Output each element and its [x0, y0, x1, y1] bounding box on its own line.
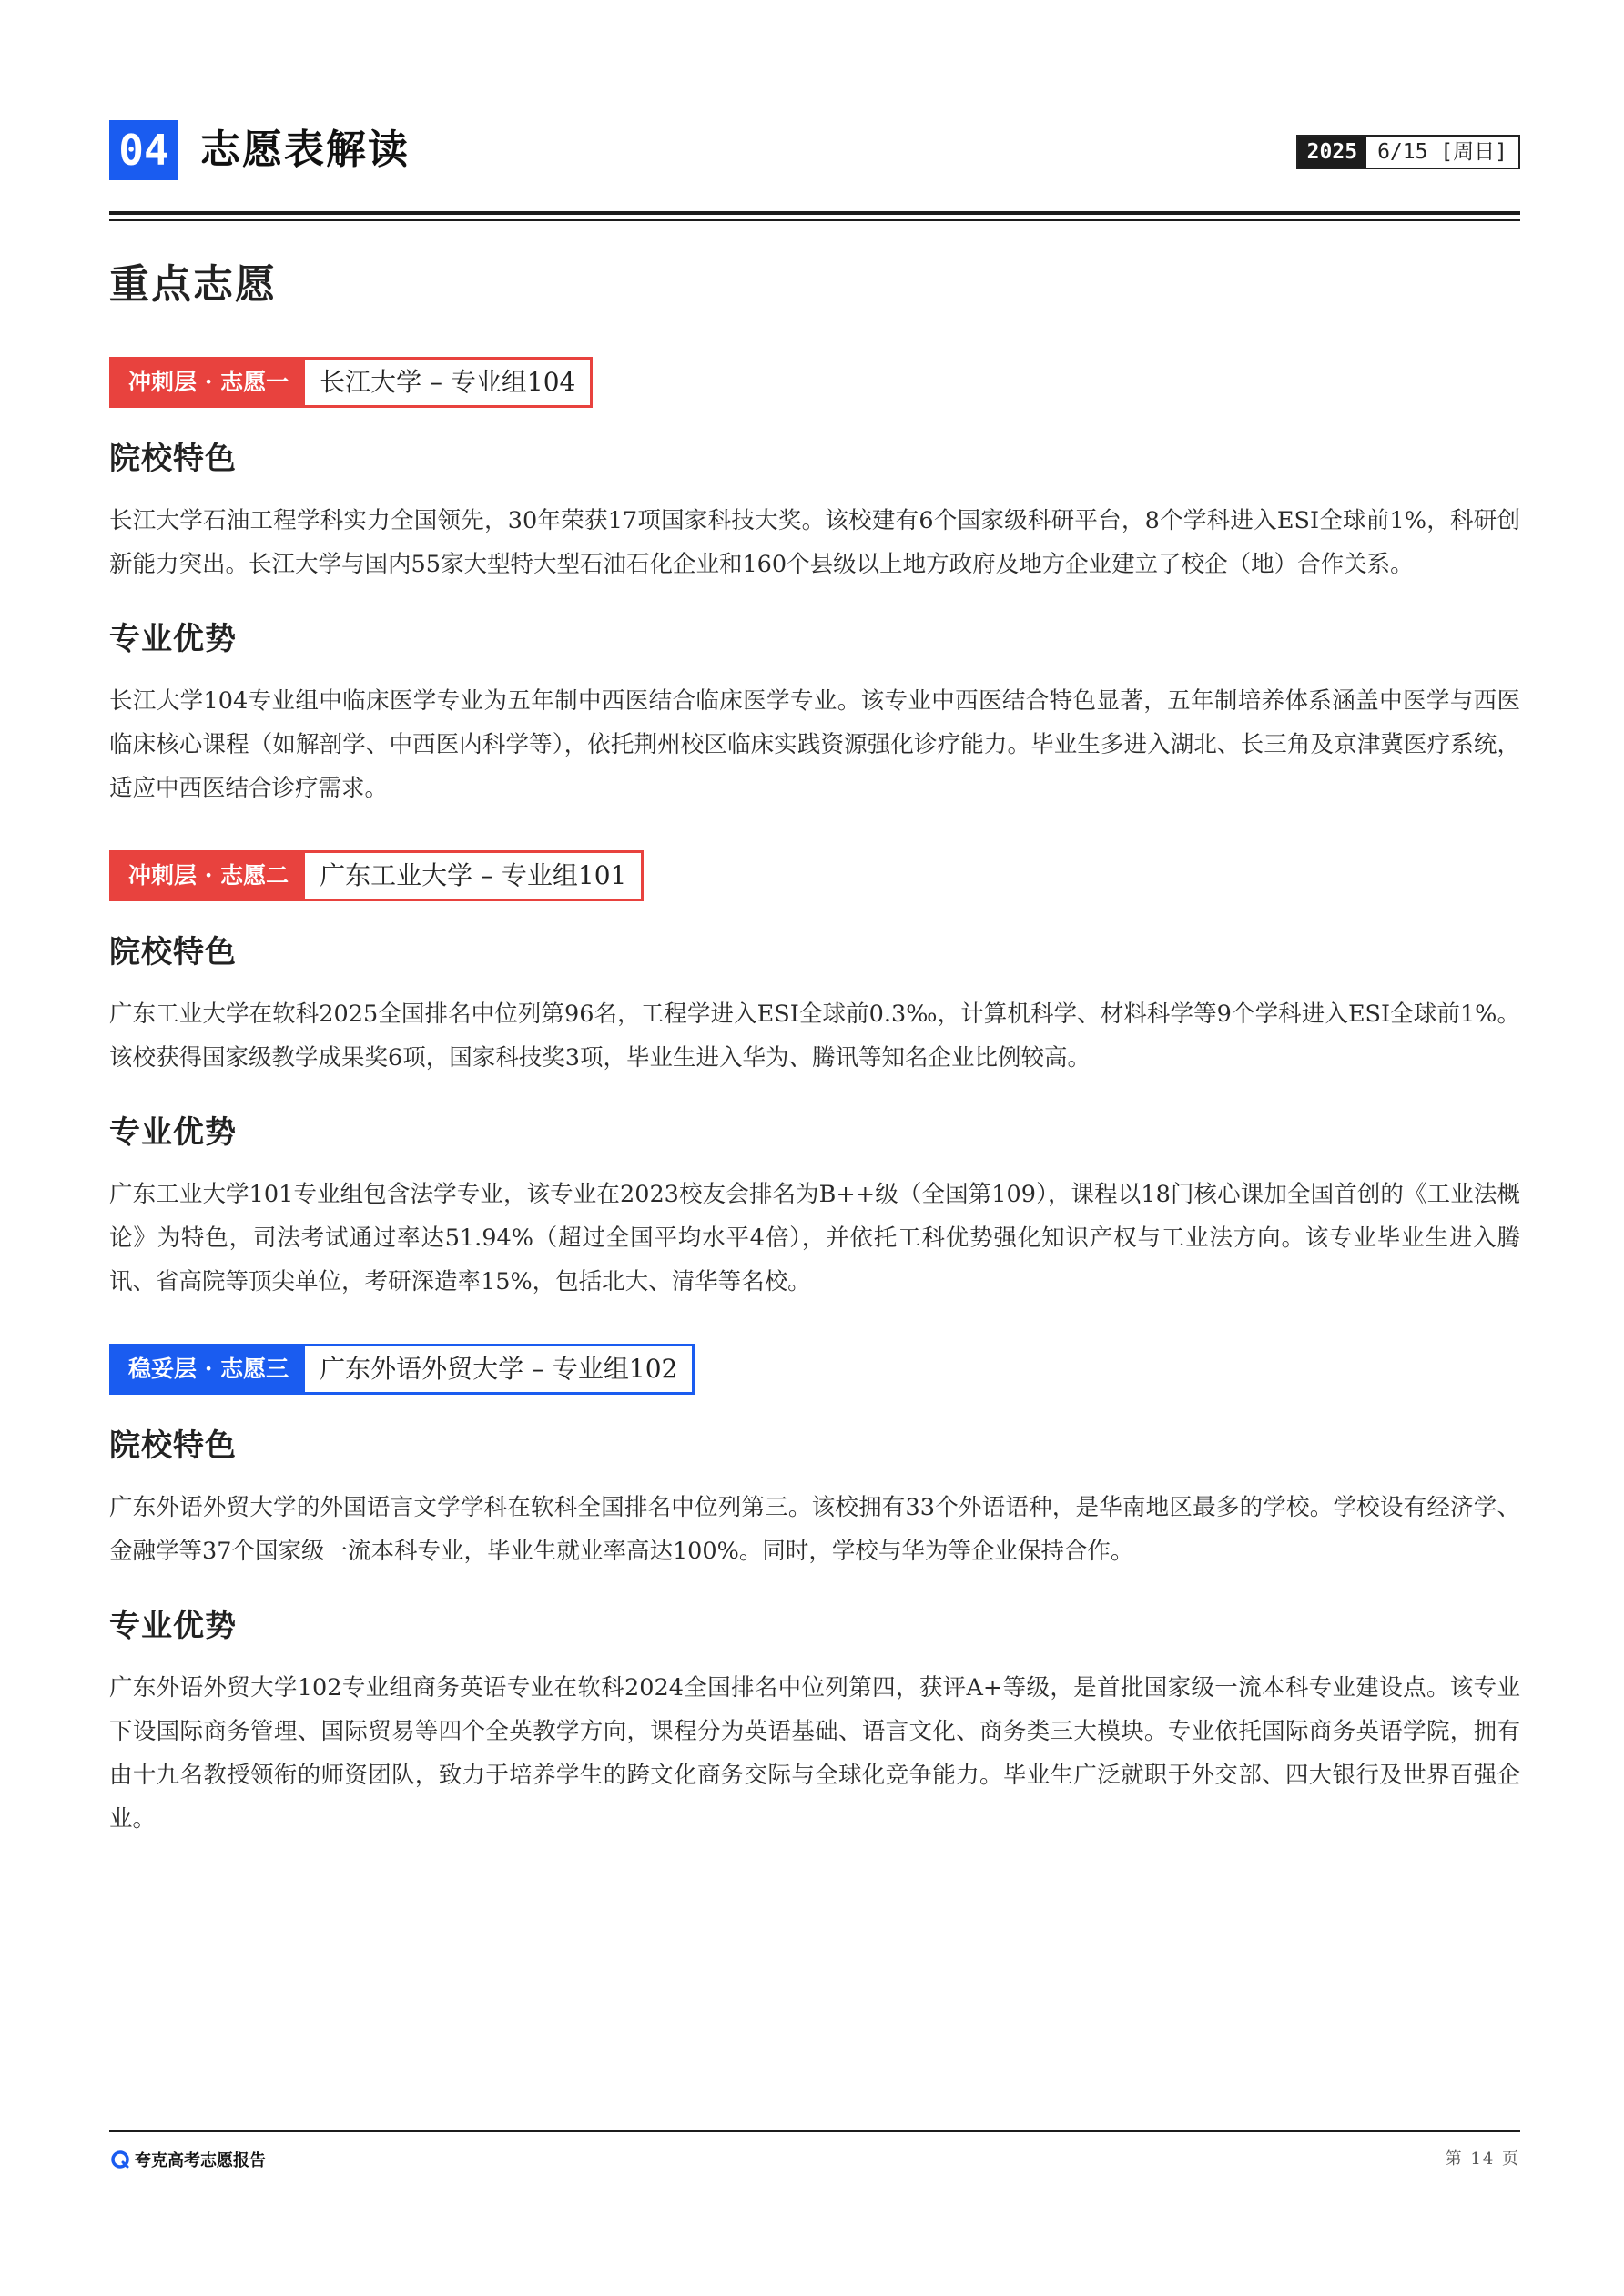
header-divider-thick [109, 211, 1520, 215]
choice-tag [109, 850, 644, 901]
major-advantage-text: 长江大学104专业组中临床医学专业为五年制中西医结合临床医学专业。该专业中西医结合特色显著，五年制培养体系涵盖中医学与西医临床核心课程（如解剖学、中西医内科学等），依托荆州校区临床实践资源强化诊疗能力。毕业生多进入湖北、长三角及京津冀医疗系统，适应中西医结合诊疗需求。 [109, 687, 1520, 802]
main-content [109, 253, 1520, 1841]
page-number: 第 14 页 [1445, 2149, 1520, 2169]
school-feature-heading: 院校特色 [109, 1427, 237, 1464]
major-advantage-text: 广东工业大学101专业组包含法学专业，该专业在2023校友会排名为B++级（全国第109），课程以18门核心课加全国首创的《工业法概论》为特色，司法考试通过率达51.94%（超过全国平均水平4倍），并依托工科优势强化知识产权与工业法方向。该专业毕业生进入腾讯、省高院等顶尖单位，考研深造率15%，包括北大、清华等名校。 [109, 1181, 1520, 1295]
major-advantage-heading: 专业优势 [109, 621, 237, 657]
choice-tag [109, 357, 593, 408]
footer-brand [111, 2147, 266, 2172]
choice-level-label: 稳妥层 · 志愿三 [112, 1346, 305, 1392]
school-feature-heading: 院校特色 [109, 934, 237, 970]
choice-school-label: 长江大学 – 专业组104 [305, 360, 590, 405]
school-feature-text: 广东外语外贸大学的外国语言文学学科在软科全国排名中位列第三。该校拥有33个外语语种，是华南地区最多的学校。学校设有经济学、金融学等37个国家级一流本科专业，毕业生就业率高达100%。同时，学校与华为等企业保持合作。 [109, 1494, 1520, 1565]
choice-block-1 [109, 317, 1520, 810]
choice-school-label: 广东外语外贸大学 – 专业组102 [305, 1346, 692, 1392]
date-day: 6/15 [周日] [1377, 140, 1507, 164]
school-feature-text: 广东工业大学在软科2025全国排名中位列第96名，工程学进入ESI全球前0.3‰，计算机科学、材料科学等9个学科进入ESI全球前1%。该校获得国家级教学成果奖6项，国家科技奖3项，毕业生进入华为、腾讯等知名企业比例较高。 [109, 1001, 1520, 1072]
choice-block-2 [109, 810, 1520, 1304]
major-advantage-heading: 专业优势 [109, 1114, 237, 1151]
footer-divider [109, 2130, 1520, 2132]
school-feature-heading: 院校特色 [109, 441, 237, 477]
school-feature-text: 长江大学石油工程学科实力全国领先，30年荣获17项国家科技大奖。该校建有6个国家级科研平台，8个学科进入ESI全球前1%，科研创新能力突出。长江大学与国内55家大型特大型石油石化企业和160个县级以上地方政府及地方企业建立了校企（地）合作关系。 [109, 507, 1520, 578]
section-number: 04 [109, 120, 178, 180]
footer-brand-label: 夸克高考志愿报告 [135, 2151, 266, 2170]
date-year: 2025 [1298, 137, 1366, 168]
choice-block-3 [109, 1304, 1520, 1841]
major-advantage-heading: 专业优势 [109, 1608, 237, 1644]
choice-tag [109, 1344, 695, 1395]
quark-logo-icon [111, 2150, 129, 2169]
choice-level-label: 冲刺层 · 志愿二 [112, 853, 305, 899]
header-divider-thin [109, 219, 1520, 221]
choice-school-label: 广东工业大学 – 专业组101 [305, 853, 641, 899]
section-title: 志愿表解读 [200, 127, 410, 173]
major-advantage-text: 广东外语外贸大学102专业组商务英语专业在软科2024全国排名中位列第四，获评A+等级，是首批国家级一流本科专业建设点。该专业下设国际商务管理、国际贸易等四个全英教学方向，课程分为英语基础、语言文化、商务类三大模块。专业依托国际商务英语学院，拥有由十九名教授领衔的师资团队，致力于培养学生的跨文化商务交际与全球化竞争能力。毕业生广泛就职于外交部、四大银行及世界百强企业。 [109, 1674, 1520, 1833]
choice-level-label: 冲刺层 · 志愿一 [112, 360, 305, 405]
page-title: 重点志愿 [109, 261, 277, 308]
page-header [109, 120, 1520, 180]
date-badge [1296, 135, 1520, 169]
